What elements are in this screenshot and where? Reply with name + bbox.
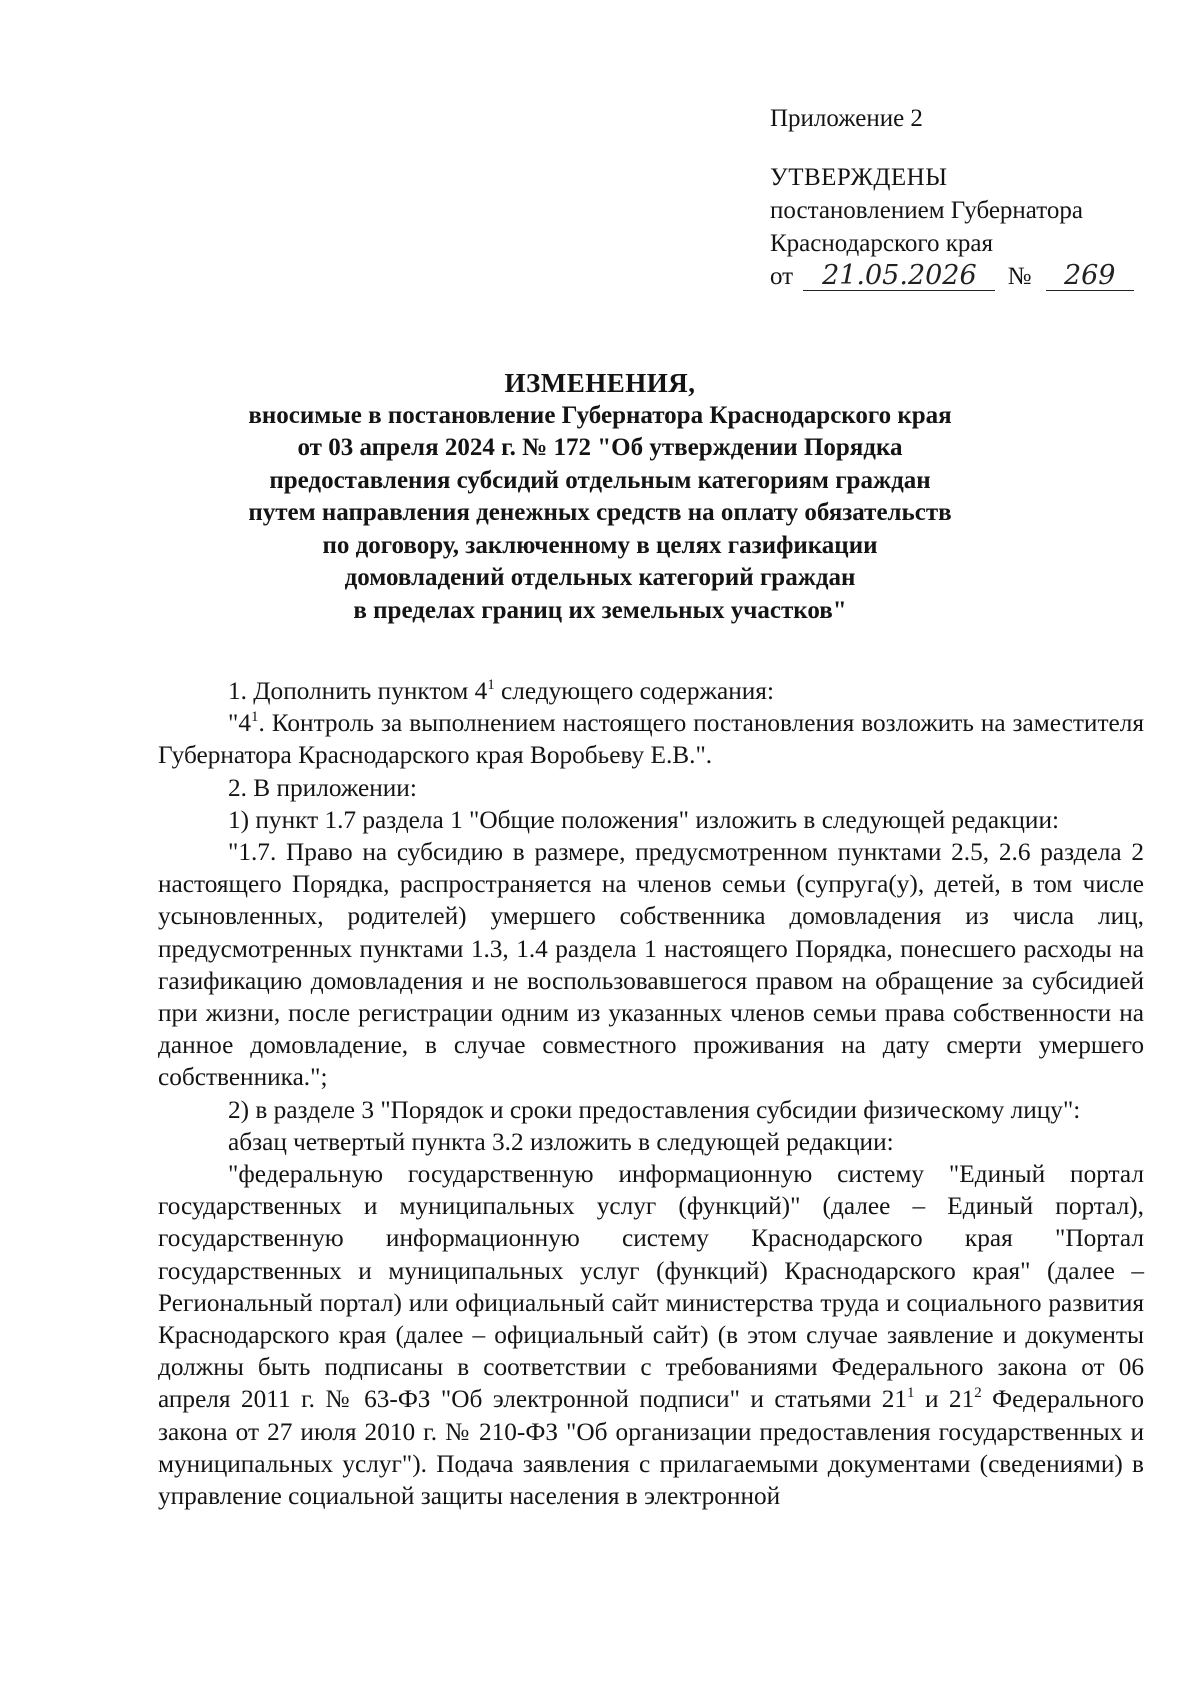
superscript: 1 xyxy=(250,708,259,725)
from-label: от xyxy=(770,263,794,290)
title-line: по договору, заключенному в целях газификации xyxy=(322,531,878,559)
document-body xyxy=(158,675,1144,1512)
approval-block xyxy=(770,102,1134,293)
paragraph-5: "1.7. Право на субсидию в размере, предусмотренном пунктами 2.5, 2.6 раздела 2 настоящего Порядка, распространяется на членов семьи (супруга(у), детей, в том числе усыновленных, родителей) умершего собственника домовладения из числа лиц, предусмотренных пунктами 1.3, 1.4 раздела 1 настоящего Порядка, понесшего расходы на газификацию домовладения и не воспользовавшегося правом на обращение за субсидией при жизни, после регистрации одним из указанных членов семьи права собственности на данное домовладение, в случае совместного проживания на дату смерти умершего собственника."; xyxy=(158,838,1144,1092)
title-heading: ИЗМЕНЕНИЯ, xyxy=(504,368,696,398)
title-line: путем направления денежных средств на оплату обязательств xyxy=(248,499,952,526)
title-line: домовладений отдельных категорий граждан xyxy=(344,564,856,591)
approval-line-2: Краснодарского края xyxy=(770,230,993,257)
title-line: предоставления субсидий отдельным категориям граждан xyxy=(269,466,931,494)
paragraph-3: 2. В приложении: xyxy=(228,773,417,802)
title-line: от 03 апреля 2024 г. № 172 "Об утверждении Порядка xyxy=(297,434,903,461)
annex-label: Приложение 2 xyxy=(770,105,923,132)
approval-line-1: постановлением Губернатора xyxy=(770,197,1083,224)
title-line: в пределах границ их земельных участков" xyxy=(353,596,847,624)
handwritten-number: 269 xyxy=(1046,262,1134,291)
superscript: 1 xyxy=(487,676,495,693)
paragraph-2: "$4^1$. Контроль за выполнением настоящего постановления возложить на заместителя Губернатора Краснодарского края Воробьеву Е.В.". xyxy=(158,708,1144,770)
handwritten-date: 21.05.2026 xyxy=(803,262,995,291)
number-label: № xyxy=(1007,263,1032,290)
paragraph-4: 1) пункт 1.7 раздела 1 "Общие положения" изложить в следующей редакции: xyxy=(228,805,1060,834)
paragraph-6: 2) в разделе 3 "Порядок и сроки предоставления субсидии физическому лицу": xyxy=(228,1095,1081,1124)
title-line: вносимые в постановление Губернатора Краснодарского края xyxy=(248,401,952,429)
date-number-line xyxy=(770,260,1134,293)
superscript: 2 xyxy=(974,1385,982,1402)
superscript: 1 xyxy=(907,1385,915,1402)
paragraph-1: 1. Дополнить пунктом $4^1$ следующего содержания: xyxy=(228,676,774,705)
document-title xyxy=(150,367,1050,627)
approved-label: УТВЕРЖДЕНЫ xyxy=(770,164,948,191)
paragraph-8: "федеральную государственную информационную систему "Единый портал государственных и муниципальных услуг (функций)" (далее – Единый портал), государственную информационную систему Краснодарского края "Портал государственных и муниципальных услуг (функций) Краснодарского края" (далее – Региональный портал) или официальный сайт министерства труда и социального развития Краснодарского края (далее – официальный сайт) (в этом случае заявление и документы должны быть подписаны в соответствии с требованиями Федерального закона от 06 апреля 2011 г. № 63-ФЗ "Об электронной подписи" и статьями $21^1$ и $21^2$ Федерального закона от 27 июля 2010 г. № 210-ФЗ "Об организации предоставления государственных и муниципальных услуг"). Подача заявления с прилагаемыми документами (сведениями) в управление социальной защиты населения в электронной xyxy=(158,1160,1144,1511)
paragraph-7: абзац четвертый пункта 3.2 изложить в следующей редакции: xyxy=(228,1127,894,1156)
